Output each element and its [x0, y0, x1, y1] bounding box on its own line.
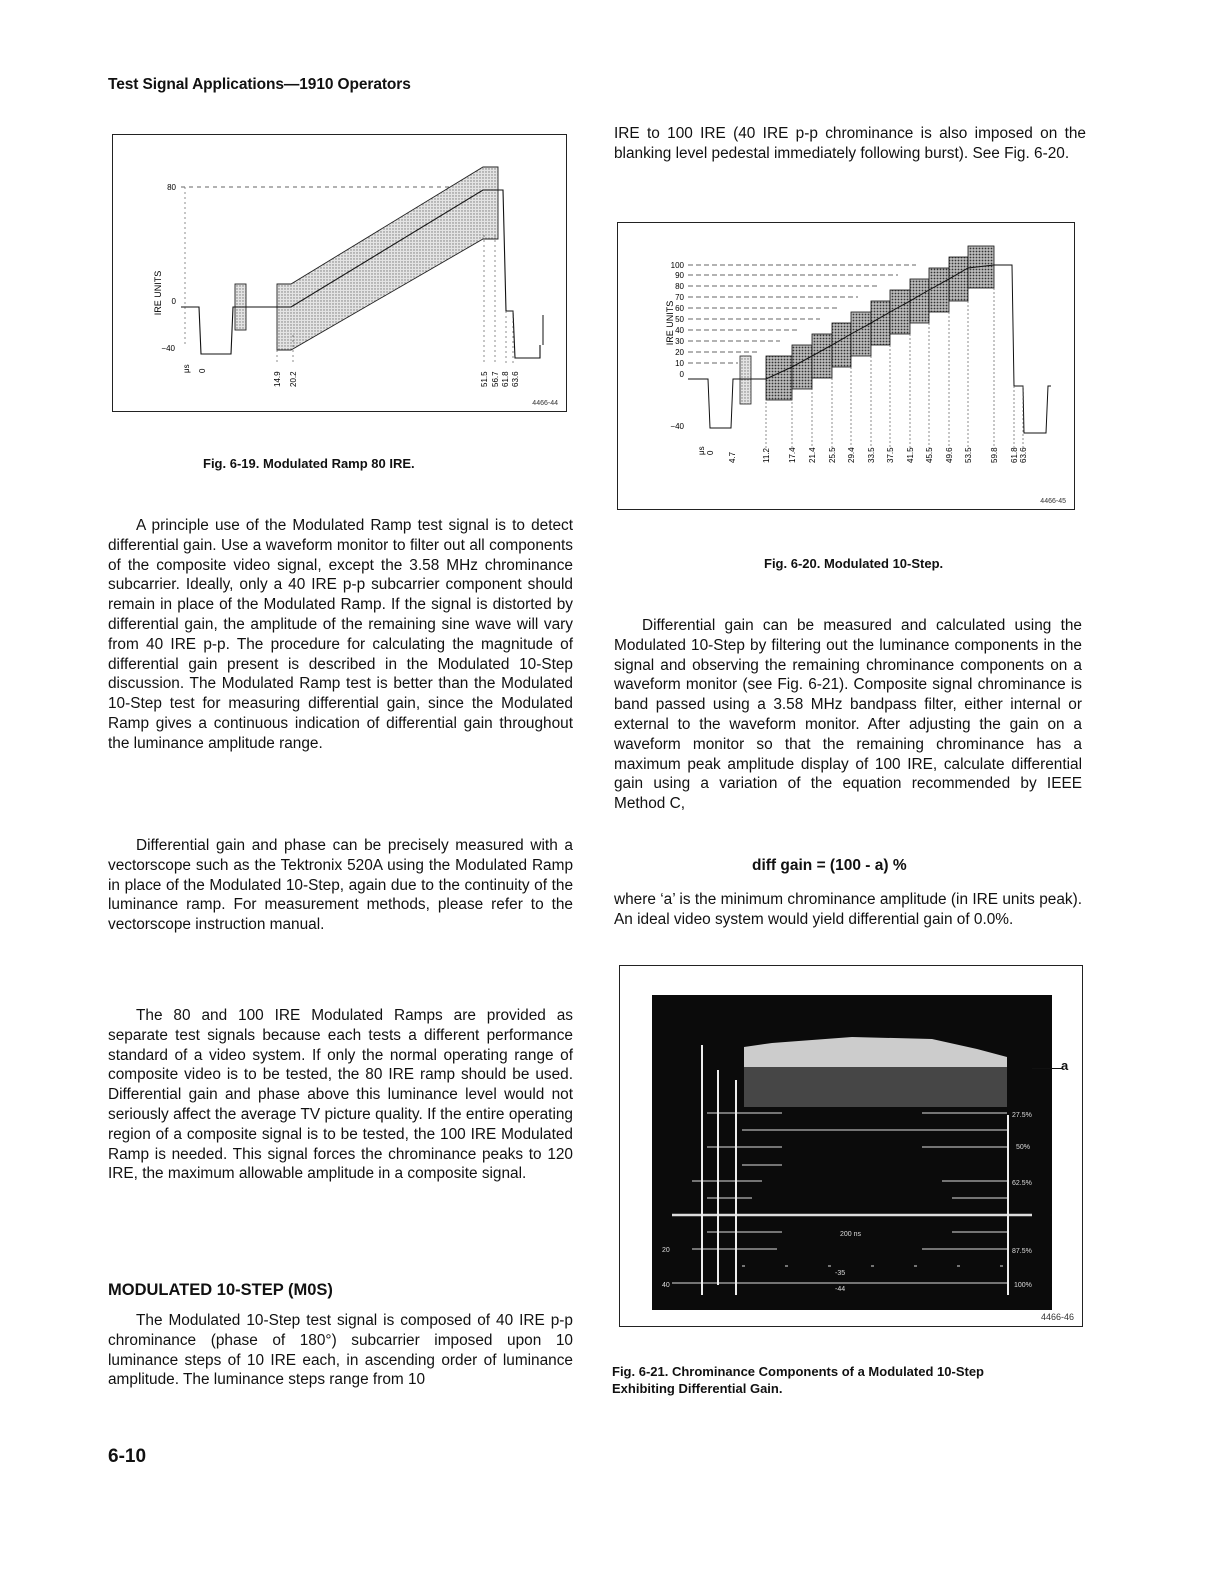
svg-text:80: 80 — [167, 183, 176, 192]
diff-gain-equation: diff gain = (100 - a) % — [752, 857, 907, 874]
svg-text:59.8: 59.8 — [990, 447, 999, 463]
svg-text:51.5: 51.5 — [480, 371, 489, 387]
figure-6-21 — [619, 965, 1083, 1327]
svg-text:53.5: 53.5 — [964, 447, 973, 463]
modulated-ramp-80-diagram — [113, 135, 566, 411]
svg-text:4.7: 4.7 — [728, 451, 737, 463]
modulated-10-step-diagram — [618, 223, 1074, 509]
svg-text:50: 50 — [675, 315, 684, 324]
svg-text:40: 40 — [675, 326, 684, 335]
svg-text:63.6: 63.6 — [511, 371, 520, 387]
paragraph: The Modulated 10-Step test signal is composed of 40 IRE p-p chrominance (phase of 180°) subcarrier imposed upon 10 luminance steps of 10 IRE each, in ascending order of luminance amplitude. The luminance steps range from 10 — [108, 1312, 573, 1389]
svg-text:11.2: 11.2 — [762, 448, 771, 463]
svg-text:μs: μs — [697, 446, 706, 455]
left-para-1 — [108, 516, 573, 754]
svg-text:0: 0 — [171, 297, 176, 306]
page-number: 6-10 — [108, 1446, 147, 1467]
svg-text:-35: -35 — [835, 1270, 846, 1277]
svg-text:50%: 50% — [1016, 1144, 1031, 1151]
figure-6-20 — [617, 222, 1075, 510]
svg-text:20: 20 — [662, 1247, 670, 1254]
svg-text:100%: 100% — [1014, 1282, 1032, 1289]
svg-text:-44: -44 — [835, 1286, 846, 1293]
figure-6-19-caption: Fig. 6-19. Modulated Ramp 80 IRE. — [203, 456, 415, 471]
running-head: Test Signal Applications—1910 Operators — [108, 76, 411, 93]
svg-text:41.5: 41.5 — [906, 447, 915, 463]
figure-6-20-caption: Fig. 6-20. Modulated 10-Step. — [764, 556, 944, 571]
svg-text:29.4: 29.4 — [847, 447, 856, 463]
svg-text:56.7: 56.7 — [491, 371, 500, 387]
svg-text:27.5%: 27.5% — [1012, 1112, 1032, 1119]
figure-ref-number: 4466-46 — [1040, 1312, 1074, 1322]
paragraph: A principle use of the Modulated Ramp test signal is to detect differential gain. Use a waveform monitor to filter out all components of the composite video signal, except the 3.58 MHz chrominance subcarrier. Ideally, only a 40 IRE p-p subcarrier component should remain in place of the Modulated Ramp. If the signal is distorted by differential gain, the amplitude of the remaining sine wave will vary from 40 IRE p-p. The procedure for calculating the magnitude of differential gain present is described in the Modulated 10-Step discussion. The Modulated Ramp test is better than the Modulated 10-Step test for measuring differential gain, since the Modulated Ramp gives a continuous indication of differential gain throughout the luminance amplitude range. — [108, 517, 573, 752]
svg-text:49.6: 49.6 — [945, 447, 954, 463]
paragraph: IRE to 100 IRE (40 IRE p-p chrominance is also imposed on the blanking level pedestal immediately following burst). See Fig. 6-20. — [614, 125, 1086, 162]
waveform-photo — [652, 995, 1052, 1310]
svg-text:10: 10 — [675, 359, 684, 368]
svg-text:−40: −40 — [670, 422, 684, 431]
svg-text:30: 30 — [675, 337, 684, 346]
svg-text:60: 60 — [675, 304, 684, 313]
annotation-a-label: a — [1061, 1058, 1069, 1073]
left-para-2 — [108, 836, 573, 935]
left-para-4 — [108, 1311, 573, 1390]
paragraph: The 80 and 100 IRE Modulated Ramps are provided as separate test signals because each tests a different performance standard of a video system. If only the normal operating range of composite video is to be tested, the 80 IRE ramp should be used. Differential gain and phase above this luminance level would not seriously affect the average TV picture quality. If the entire operating region of a composite signal is to be tested, the 100 IRE Modulated Ramp is needed. This signal forces the chrominance peaks to 120 IRE, the maximum allowable amplitude in a composite signal. — [108, 1007, 573, 1183]
svg-text:80: 80 — [675, 282, 684, 291]
right-column-intro — [614, 124, 1086, 164]
svg-text:90: 90 — [675, 271, 684, 280]
svg-text:87.5%: 87.5% — [1012, 1248, 1032, 1255]
svg-text:IRE UNITS: IRE UNITS — [665, 300, 675, 346]
left-para-3 — [108, 1006, 573, 1184]
svg-text:0: 0 — [679, 370, 684, 379]
svg-text:μs: μs — [182, 364, 191, 373]
svg-text:61.8: 61.8 — [501, 371, 510, 387]
figure-ref-number: 4466-44 — [532, 400, 558, 407]
x-axis-ticks — [182, 364, 520, 387]
svg-text:61.8: 61.8 — [1010, 447, 1019, 463]
svg-text:0: 0 — [706, 450, 715, 455]
svg-text:17.4: 17.4 — [788, 447, 797, 463]
svg-text:63.6: 63.6 — [1019, 447, 1028, 463]
svg-text:14.9: 14.9 — [273, 371, 282, 387]
annotation-leader-line — [1032, 1068, 1062, 1069]
svg-text:45.5: 45.5 — [925, 447, 934, 463]
y-axis-label: IRE UNITS — [153, 270, 163, 316]
svg-text:70: 70 — [675, 293, 684, 302]
paragraph: Differential gain and phase can be precisely measured with a vectorscope such as the Tektronix 520A using the Modulated Ramp in place of the Modulated 10-Step, again due to the continuity of the luminance ramp. For measurement methods, please refer to the vectorscope instruction manual. — [108, 837, 573, 934]
svg-text:20.2: 20.2 — [289, 371, 298, 387]
figure-ref-number: 4466-45 — [1040, 498, 1066, 505]
figure-6-21-caption — [612, 1363, 984, 1397]
svg-text:100: 100 — [670, 261, 684, 270]
figure-6-19 — [112, 134, 567, 412]
svg-text:20: 20 — [675, 348, 684, 357]
right-para-2 — [614, 616, 1082, 814]
svg-text:−40: −40 — [161, 344, 175, 353]
x-axis-ticks — [697, 446, 1028, 463]
paragraph: Differential gain can be measured and calculated using the Modulated 10-Step by filtering out the luminance components in the signal and observing the remaining chrominance components on a waveform monitor (see Fig. 6-21). Composite signal chrominance is band passed using a 3.58 MHz bandpass filter, either internal or external to the waveform monitor. After adjusting the gain on a waveform monitor so that the remaining chrominance has a maximum peak amplitude display of 100 IRE, calculate differential gain using a variation of the equation recommended by IEEE Method C, — [614, 617, 1082, 813]
caption-line: Fig. 6-21. Chrominance Components of a Modulated 10-Step — [612, 1364, 984, 1379]
caption-line: Exhibiting Differential Gain. — [612, 1381, 783, 1396]
svg-text:40: 40 — [662, 1282, 670, 1289]
svg-text:25.5: 25.5 — [828, 447, 837, 463]
svg-text:21.4: 21.4 — [808, 447, 817, 463]
section-heading: MODULATED 10-STEP (M0S) — [108, 1281, 333, 1299]
svg-text:37.5: 37.5 — [886, 447, 895, 463]
svg-text:200 ns: 200 ns — [840, 1231, 862, 1238]
paragraph: where ‘a’ is the minimum chrominance amplitude (in IRE units peak). An ideal video system would yield differential gain of 0.0%. — [614, 891, 1082, 928]
svg-text:0: 0 — [198, 368, 207, 373]
svg-text:33.5: 33.5 — [867, 447, 876, 463]
right-para-3 — [614, 890, 1082, 930]
svg-text:62.5%: 62.5% — [1012, 1180, 1032, 1187]
